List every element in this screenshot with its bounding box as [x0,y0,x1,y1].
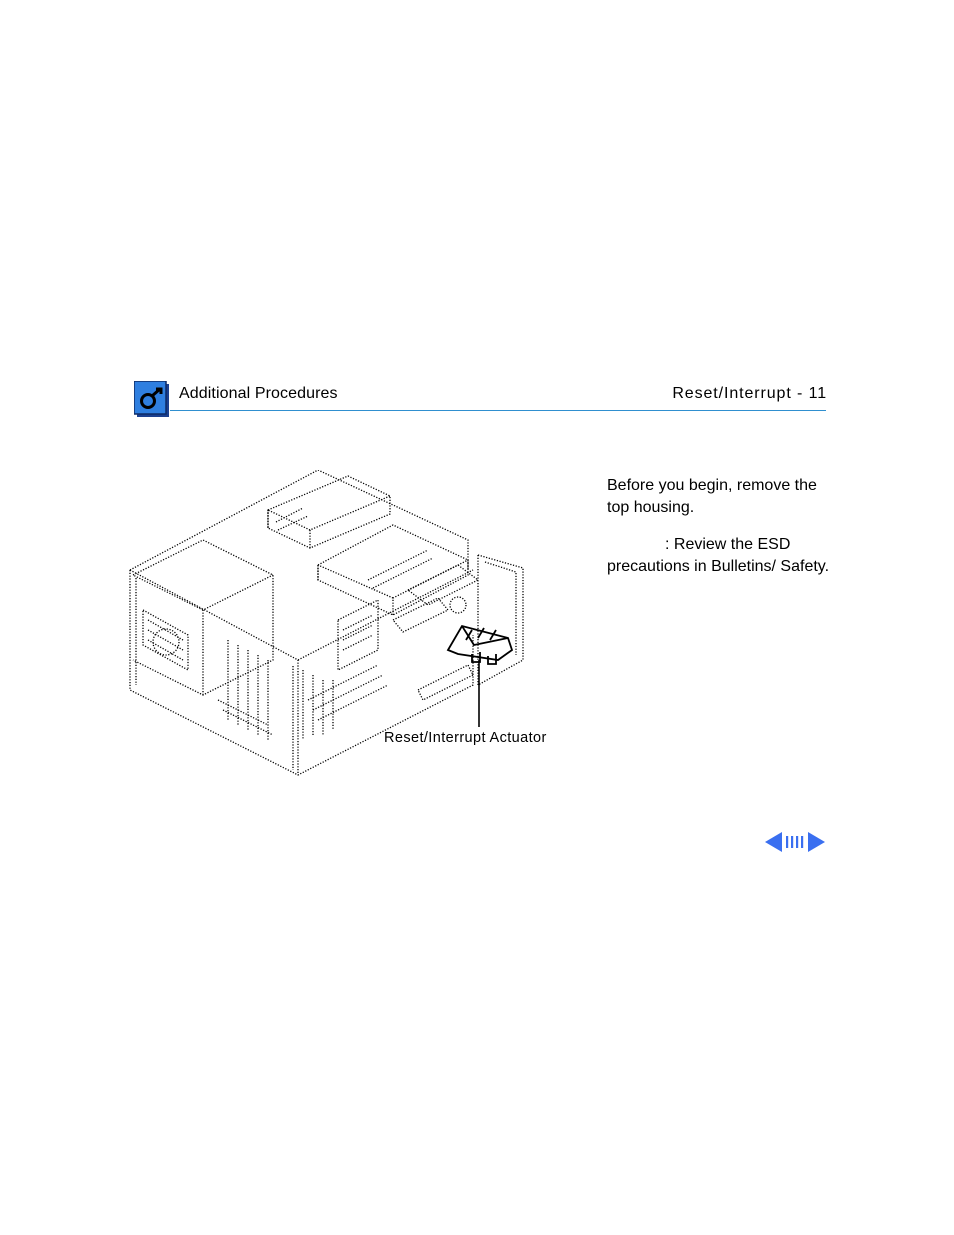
warning-text: : Review the ESD precautions in Bulletins/ Safety. [607,536,830,575]
warning-paragraph [607,534,832,578]
instruction-paragraph: Before you begin, remove the top housing. [607,477,817,516]
section-title: Additional Procedures [179,385,338,402]
left-arrow-icon[interactable] [765,832,782,852]
page-navigation [765,830,827,854]
callout-label: Reset/Interrupt Actuator [384,730,547,746]
instructions [607,475,832,578]
apple-service-logo-icon [134,381,169,417]
page-title: Reset/Interrupt - 11 [672,385,827,402]
page-index-icon[interactable] [786,836,803,848]
header-divider [170,410,826,411]
right-arrow-icon[interactable] [808,832,825,852]
